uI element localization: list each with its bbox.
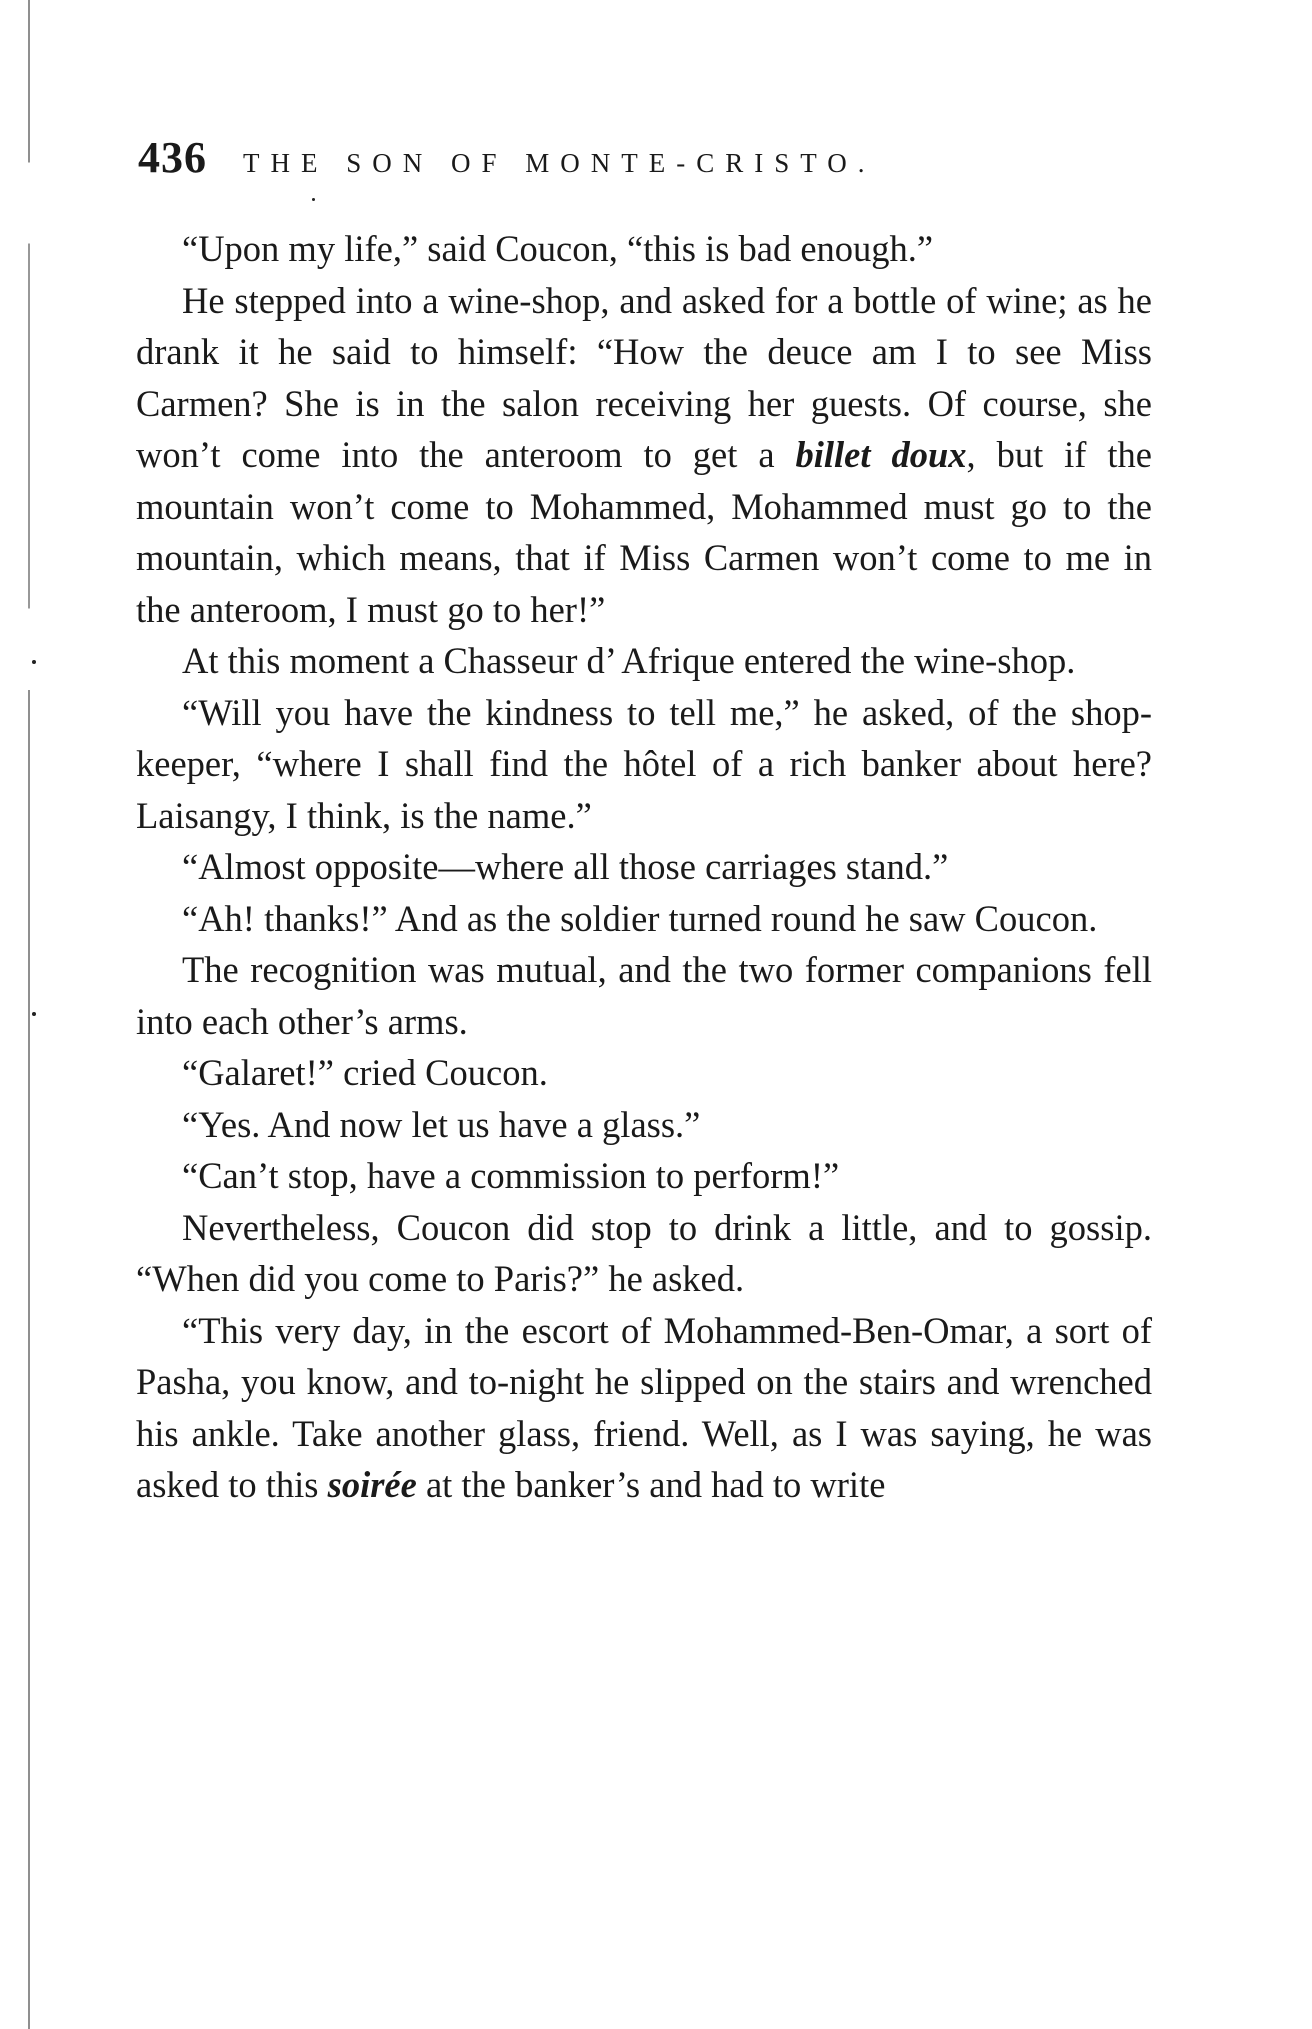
page-number: 436 bbox=[138, 133, 207, 182]
paragraph: “Ah! thanks!” And as the soldier turned round he saw Coucon. bbox=[182, 897, 1098, 939]
paragraph: “Can’t stop, have a commission to perform!” bbox=[182, 1155, 840, 1196]
italic-phrase: soirée bbox=[327, 1464, 417, 1505]
paragraph: The recognition was mutual, and the two former companions fell into each other’s arms. bbox=[136, 949, 1152, 1042]
paragraph: At this moment a Chasseur d’ Afrique entered the wine-shop. bbox=[182, 640, 1076, 681]
paragraph: “Upon my life,” said Coucon, “this is bad enough.” bbox=[182, 228, 934, 269]
italic-phrase: billet doux bbox=[795, 434, 967, 475]
body-text bbox=[136, 223, 1152, 1511]
paragraph: “Galaret!” cried Coucon. bbox=[182, 1052, 548, 1093]
paragraph: “Will you have the kindness to tell me,” he asked, of the shop-keeper, “where I shall find the hôtel of a rich banker about here? Laisangy, I think, is the name.” bbox=[136, 691, 1152, 836]
paragraph: “Yes. And now let us have a glass.” bbox=[182, 1103, 701, 1145]
scan-mark bbox=[32, 660, 36, 664]
paragraph: He stepped into a wine-shop, and asked for a bottle of wine; as he drank it he said to himself: “How the deuce am I to see Miss Carmen? She is in the salon receiving her guests. Of course, she won’t come into the anteroom to get a billet doux, but if the mountain won’t come to Mohammed, Mohammed must go to the mountain, which means, that if Miss Carmen won’t come to me in the anteroom, I must go to her!” bbox=[136, 279, 1152, 630]
paragraph: “Almost opposite—where all those carriages stand.” bbox=[182, 846, 949, 887]
paragraph: Nevertheless, Coucon did stop to drink a little, and to gossip. “When did you come to Paris?” he asked. bbox=[136, 1206, 1152, 1299]
scan-margin-line bbox=[28, 0, 30, 2029]
page-header bbox=[138, 132, 1158, 182]
scan-mark bbox=[312, 198, 315, 201]
paragraph: “This very day, in the escort of Mohammed-Ben-Omar, a sort of Pasha, you know, and to-night he slipped on the stairs and wrenched his ankle. Take another glass, friend. Well, as I was saying, he was asked to this soirée at the banker’s and had to write bbox=[136, 1309, 1152, 1505]
running-title: THE SON OF MONTE-CRISTO. bbox=[243, 148, 876, 178]
scan-mark bbox=[32, 1012, 36, 1016]
